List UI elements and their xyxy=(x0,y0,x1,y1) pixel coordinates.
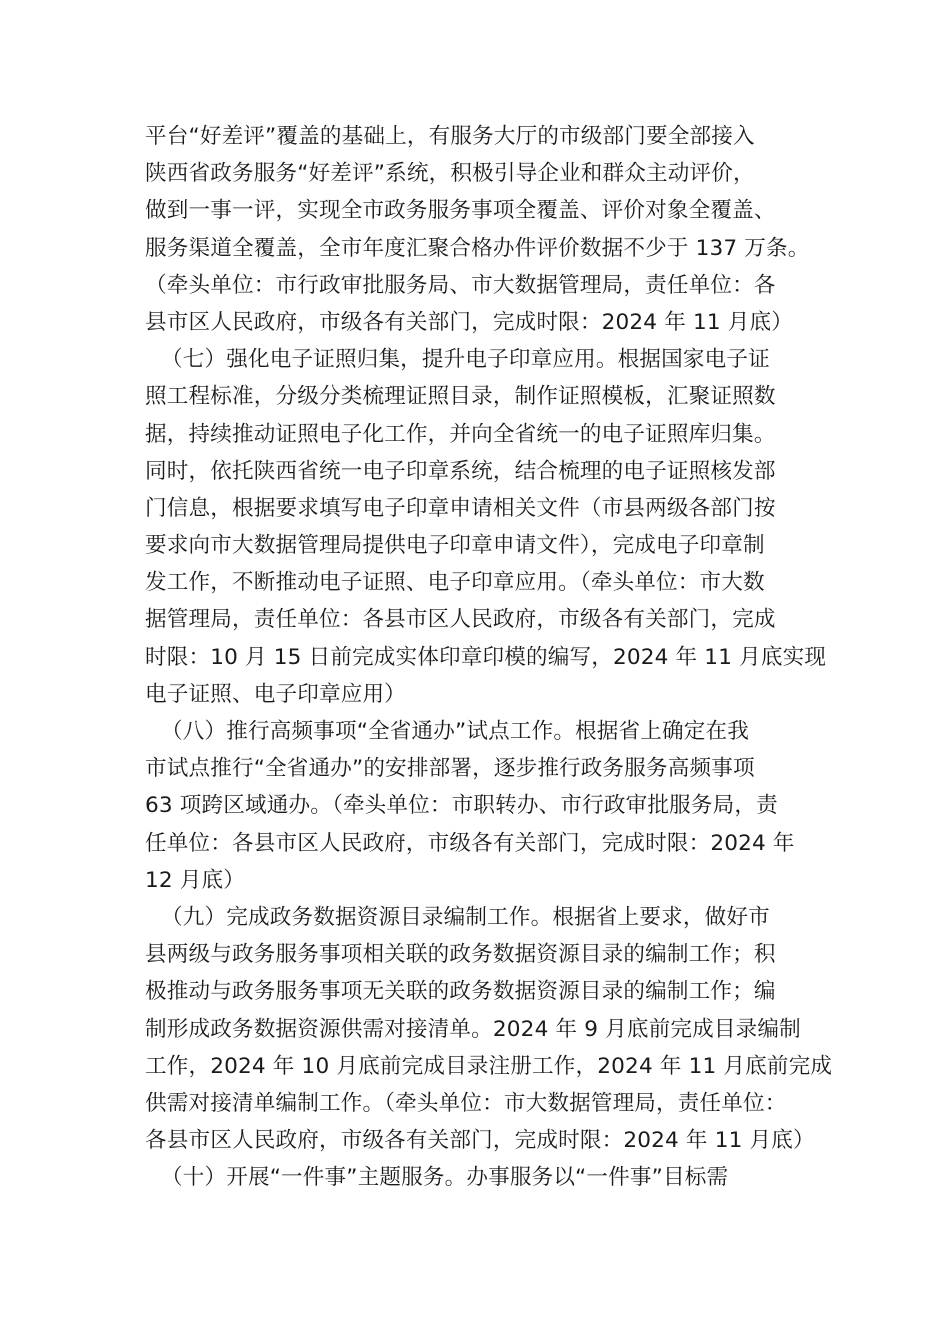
text-line: 电子证照、电子印章应用） xyxy=(145,681,406,707)
text-line: 要求向市大数据管理局提供电子印章申请文件），完成电子印章制 xyxy=(145,533,765,559)
text-line: 发工作，不断推动电子证照、电子印章应用。（牵头单位：市大数 xyxy=(145,570,765,596)
text-line: 平台“好差评”覆盖的基础上，有服务大厅的市级部门要全部接入 xyxy=(145,124,755,149)
text-line: 同时，依托陕西省统一电子印章系统，结合梳理的电子证照核发部 xyxy=(145,458,776,484)
text-line: 县市区人民政府，市级各有关部门，完成时限：2024 年 11 月底） xyxy=(145,309,793,335)
text-line: 服务渠道全覆盖，全市年度汇聚合格办件评价数据不少于 137 万条。 xyxy=(145,235,810,261)
text-line: 工作，2024 年 10 月底前完成目录注册工作，2024 年 11 月底前完成 xyxy=(145,1053,833,1079)
text-line: 门信息，根据要求填写电子印章申请相关文件（市县两级各部门按 xyxy=(145,495,776,521)
text-line: 任单位：各县市区人民政府，市级各有关部门，完成时限：2024 年 xyxy=(145,830,795,856)
text-line: 供需对接清单编制工作。（牵头单位：市大数据管理局，责任单位： xyxy=(145,1090,787,1116)
text-line: 据，持续推动证照电子化工作，并向全省统一的电子证照库归集。 xyxy=(145,421,776,447)
document-body xyxy=(145,118,833,1196)
text-line: 制形成政务数据资源供需对接清单。2024 年 9 月底前完成目录编制 xyxy=(145,1016,801,1042)
text-line: （九）完成政务数据资源目录编制工作。根据省上要求，做好市 xyxy=(161,904,770,930)
text-line: 陕西省政务服务“好差评”系统，积极引导企业和群众主动评价， xyxy=(145,161,755,187)
text-line: 63 项跨区域通办。（牵头单位：市职转办、市行政审批服务局，责 xyxy=(145,793,778,819)
text-line: 做到一事一评，实现全市政务服务事项全覆盖、评价对象全覆盖、 xyxy=(145,198,776,224)
text-line: （七）强化电子证照归集，提升电子印章应用。根据国家电子证 xyxy=(161,347,770,373)
text-line: 据管理局，责任单位：各县市区人民政府，市级各有关部门，完成 xyxy=(145,607,776,633)
text-line: 时限：10 月 15 日前完成实体印章印模的编写，2024 年 11 月底实现 xyxy=(145,644,827,670)
text-line: 各县市区人民政府，市级各有关部门，完成时限：2024 年 11 月底） xyxy=(145,1128,815,1154)
text-line: 照工程标准，分级分类梳理证照目录，制作证照模板，汇聚证照数 xyxy=(145,384,776,410)
text-line: 12 月底） xyxy=(145,867,246,893)
text-line: 极推动与政务服务事项无关联的政务数据资源目录的编制工作；编 xyxy=(145,979,776,1005)
text-line: （牵头单位：市行政审批服务局、市大数据管理局，责任单位：各 xyxy=(145,272,776,298)
text-line: （八）推行高频事项“全省通办”试点工作。根据省上确定在我 xyxy=(161,719,750,744)
text-line: 市试点推行“全省通办”的安排部署，逐步推行政务服务高频事项 xyxy=(145,756,755,782)
text-line: 县两级与政务服务事项相关联的政务数据资源目录的编制工作；积 xyxy=(145,942,776,968)
text-line: （十）开展“一件事”主题服务。办事服务以“一件事”目标需 xyxy=(161,1165,729,1191)
